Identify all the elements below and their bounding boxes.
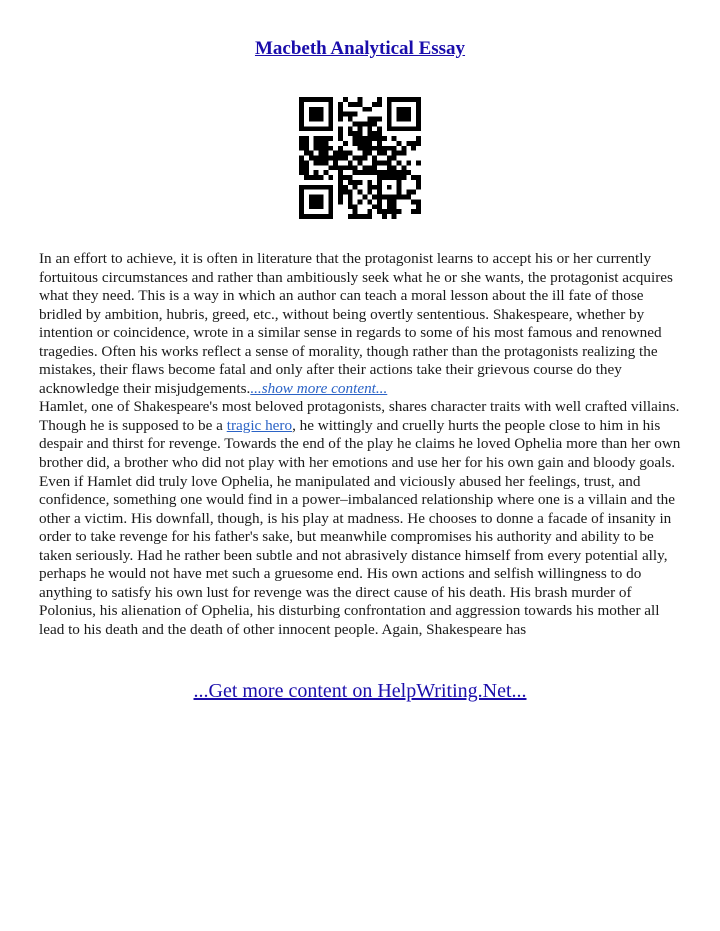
get-more-content-link[interactable]: ...Get more content on HelpWriting.Net... — [193, 680, 527, 702]
page-title — [0, 38, 720, 60]
title-link[interactable]: Macbeth Analytical Essay — [254, 38, 466, 59]
essay-text — [39, 250, 685, 639]
tragic-hero-link[interactable]: tragic hero — [226, 416, 293, 434]
footer-cta — [0, 680, 720, 703]
intro-paragraph: In an effort to achieve, it is often in literature that the protagonist learns to accept his or her currently fortuitous circumstances and rather than ambitiously seek what he or she wants, the protagonist acquires what they need. This is a way in which an author can teach a moral lesson about the ill fate of those bridled by ambition, hubris, greed, etc., without being overtly sententious. Shakespeare, whether by intention or coincidence, wrote in a similar sense in regards to some of his most famous and renowned tragedies. Often his works reflect a sense of morality, though rather than the protagonists realizing the mistakes, their flaws become fatal and only after their actions take their grievous course do they acknowledge their misjudgements. — [39, 250, 673, 397]
show-more-link[interactable]: ...show more content... — [250, 379, 388, 397]
body-paragraph-part2: , he wittingly and cruelly hurts the people close to him in his despair and thirst for revenge. Towards the end of the play he claims he loved Ophelia more than her own brother did, a brother who did not play with her emotions and use her for his own gain and bloody goals. Even if Hamlet did truly love Ophelia, he manipulated and viciously abused her feelings, trust, and confidence, something one would find in a power–imbalanced relationship where one is a villain and the other a victim. His downfall, though, is his play at madness. He chooses to donne a facade of insanity in order to take revenge for his father's sake, but meanwhile compromises his authority and ability to be taken seriously. Had he rather been subtle and not abrasively distance himself from every potential ally, perhaps he would not have met such a gruesome end. His own actions and selfish willingness to do anything to satisfy his own lust for revenge was the direct cause of his death. His brash murder of Polonius, his alienation of Ophelia, his disturbing confrontation and aggression towards his mother all lead to his death and the death of other innocent people. Again, Shakespeare has — [39, 416, 681, 638]
qr-code — [299, 97, 421, 219]
body-paragraph-part1: Hamlet, one of Shakespeare's most beloved protagonists, shares character traits with well crafted villains. Though he is supposed to be a — [39, 398, 680, 434]
